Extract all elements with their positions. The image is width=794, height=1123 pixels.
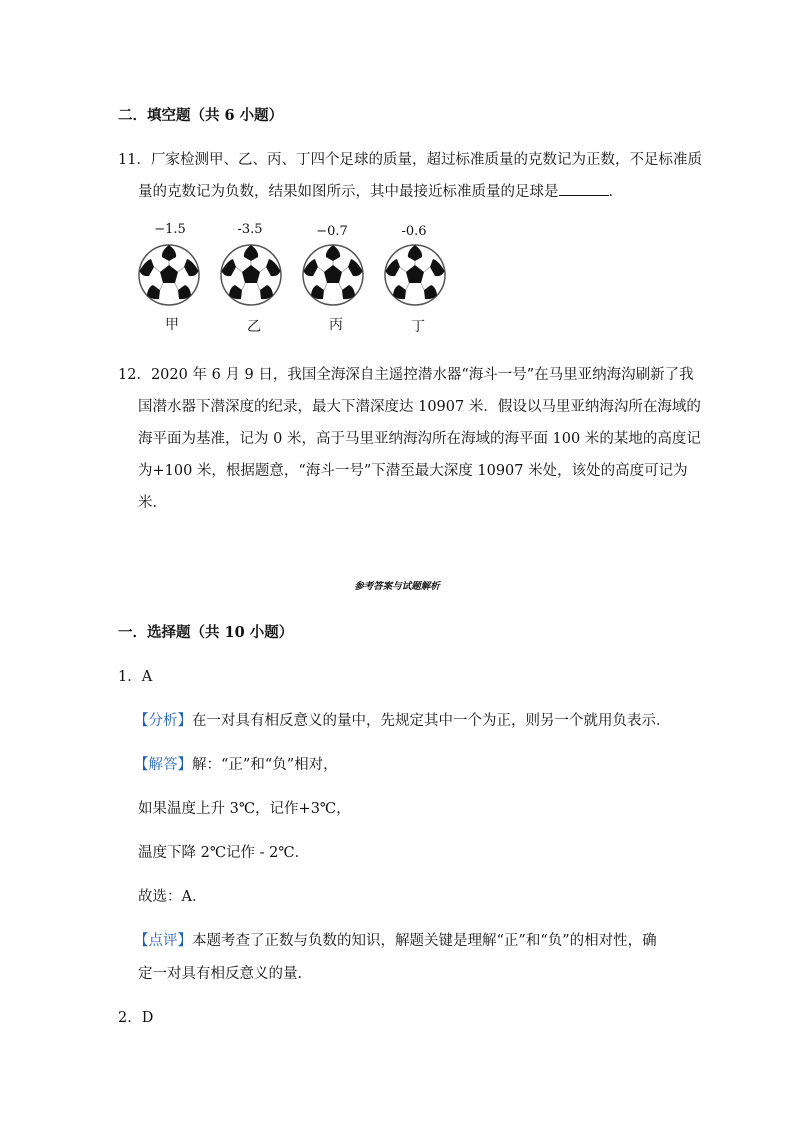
solution-rise-line: 如果温度上升 3℃，记作+3℃，	[138, 801, 351, 817]
ball-name-bing: 丙	[329, 317, 343, 333]
question-11-line-2	[138, 180, 623, 201]
ball-value-yi: -3.5	[237, 222, 263, 237]
soccer-ball-icon	[301, 243, 365, 307]
answer-blank	[559, 182, 609, 196]
answers-title: 参考答案与试题解析	[354, 581, 440, 592]
question-12-line-2: 国潜水器下潜深度的纪录，最大下潜深度达 10907 米．假设以马里亚纳海沟所在海域的	[138, 399, 701, 415]
ball-value-ding: -0.6	[401, 224, 427, 239]
ball-name-ding: 丁	[411, 319, 425, 335]
question-11-end: ．	[608, 184, 623, 200]
soccer-ball-icon	[137, 243, 201, 307]
solution-line	[134, 753, 338, 774]
question-11-text: 量的克数记为负数，结果如图所示，其中最接近标准质量的足球是	[138, 184, 559, 200]
ball-value-bing: −0.7	[316, 224, 348, 239]
answer-1-label: 1．A	[118, 669, 153, 685]
analysis-line	[134, 709, 671, 730]
soccer-ball-icon	[219, 243, 283, 307]
ball-name-jia: 甲	[165, 317, 179, 333]
question-12-line-5: 米．	[138, 495, 167, 511]
solution-text: 解：“正”和“负”相对，	[192, 757, 338, 773]
question-11-line-1: 11．厂家检测甲、乙、丙、丁四个足球的质量，超过标准质量的克数记为正数，不足标准质	[118, 152, 702, 168]
question-12-line-3: 海平面为基准，记为 0 米，高于马里亚纳海沟所在海域的海平面 100 米的某地的高度记	[138, 431, 701, 447]
analysis-text: 在一对具有相反意义的量中，先规定其中一个为正，则另一个就用负表示．	[192, 713, 671, 729]
solution-tag: 【解答】	[134, 757, 192, 773]
section-heading-fill-in: 二．填空题（共 6 小题）	[118, 107, 284, 124]
comment-text-1: 本题考查了正数与负数的知识，解题关键是理解“正”和“负”的相对性，确	[192, 933, 657, 949]
ball-value-jia: −1.5	[154, 222, 186, 237]
section-heading-choice: 一．选择题（共 10 小题）	[118, 624, 294, 641]
analysis-tag: 【分析】	[134, 713, 192, 729]
soccer-ball-icon	[383, 243, 447, 307]
ball-name-yi: 乙	[247, 319, 261, 335]
comment-tag: 【点评】	[134, 933, 192, 949]
comment-line-1	[134, 929, 657, 950]
solution-fall-line: 温度下降 2℃记作 - 2℃．	[138, 845, 310, 861]
question-12-line-4: 为+100 米，根据题意，“海斗一号”下潜至最大深度 10907 米处，该处的高度可记为	[138, 463, 688, 479]
question-12-line-1: 12．2020 年 6 月 9 日，我国全海深自主遥控潜水器“海斗一号”在马里亚纳海沟刷新了我	[118, 367, 694, 383]
comment-line-2: 定一对具有相反意义的量．	[138, 966, 312, 982]
solution-choice-line: 故选：A．	[138, 889, 207, 905]
answer-2-label: 2．D	[118, 1010, 154, 1026]
